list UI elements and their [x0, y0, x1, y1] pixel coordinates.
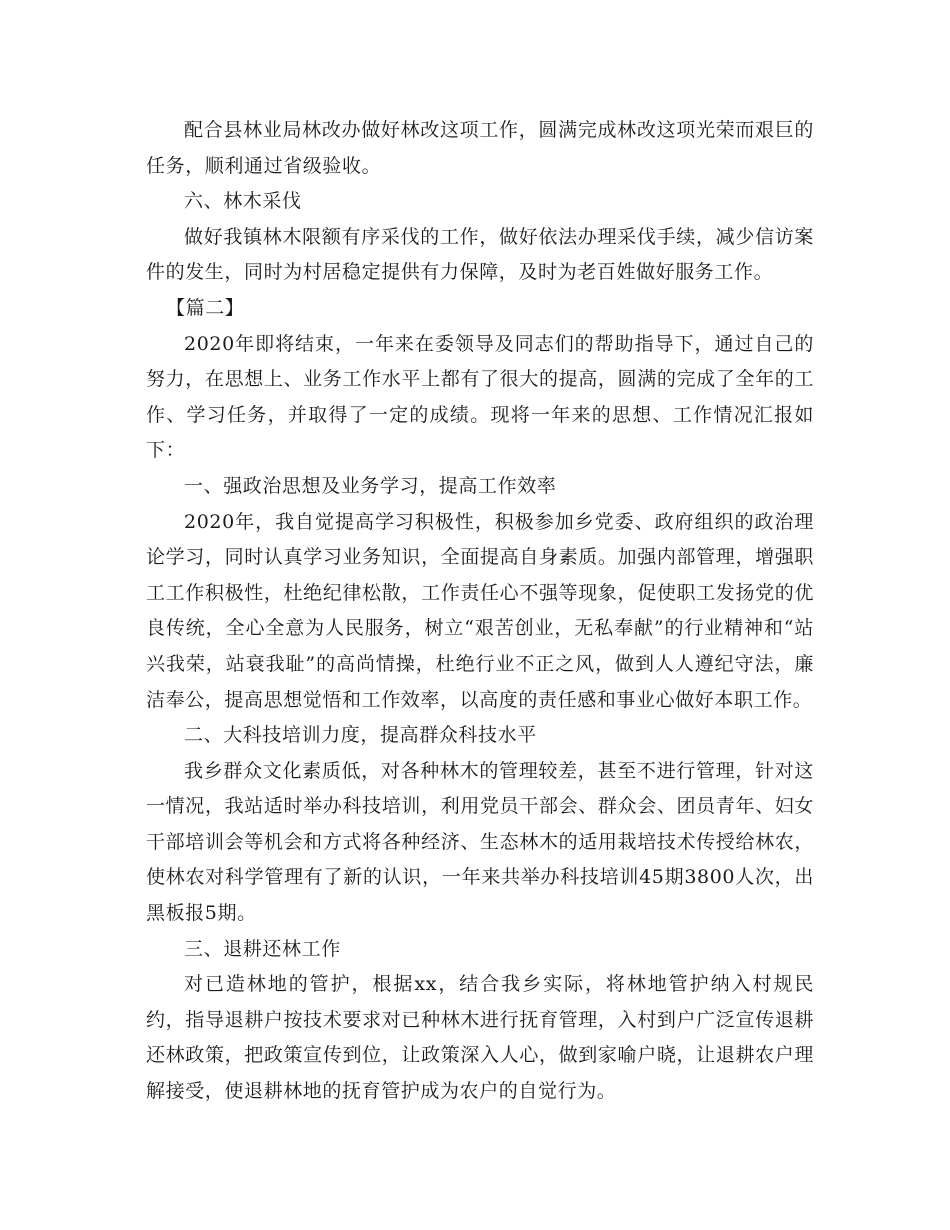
paragraph-year-summary-intro: 2020年即将结束，一年来在委领导及同志们的帮助指导下，通过自己的努力，在思想上、业务工作水平上都有了很大的提高，圆满的完成了全年的工作、学习任务，并取得了一定的成绩。现将一年来的思想、工作情况汇报如下： [146, 332, 814, 462]
document-body [146, 113, 814, 1110]
paragraph-tech-training: 我乡群众文化素质低，对各种林木的管理较差，甚至不进行管理，针对这一情况，我站适时举办科技培训，利用党员干部会、群众会、团员青年、妇女干部培训会等机会和方式将各种经济、生态林木的适用栽培技术传授给林农，使林农对科学管理有了新的认识，一年来共举办科技培训45期3800人次，出黑板报5期。 [146, 759, 814, 925]
section-label-part-two: 【篇二】 [166, 296, 245, 319]
paragraph-returning-farmland: 对已造林地的管护，根据xx，结合我乡实际，将林地管护纳入村规民约，指导退耕户按技术要求对已种林木进行抚育管理，入村到户广泛宣传退耕还林政策，把政策宣传到位，让政策深入人心，做到家喻户晓，让退耕农户理解接受，使退耕林地的抚育管护成为农户的自觉行为。 [146, 973, 814, 1103]
heading-timber-harvesting: 六、林木采伐 [184, 190, 302, 213]
heading-returning-farmland: 三、退耕还林工作 [184, 937, 341, 960]
paragraph-timber-harvesting: 做好我镇林木限额有序采伐的工作，做好依法办理采伐手续，减少信访案件的发生，同时为村居稳定提供有力保障，及时为老百姓做好服务工作。 [146, 225, 814, 284]
paragraph-forest-reform-completion: 配合县林业局林改办做好林改这项工作，圆满完成林改这项光荣而艰巨的任务，顺利通过省级验收。 [146, 119, 814, 177]
heading-political-study: 一、强政治思想及业务学习，提高工作效率 [184, 474, 557, 497]
heading-tech-training: 二、大科技培训力度，提高群众科技水平 [184, 724, 537, 747]
paragraph-political-study: 2020年，我自觉提高学习积极性，积极参加乡党委、政府组织的政治理论学习，同时认真学习业务知识，全面提高自身素质。加强内部管理，增强职工工作积极性，杜绝纪律松散，工作责任心不强等现象，促使职工发扬党的优良传统，全心全意为人民服务，树立“艰苦创业，无私奉献”的行业精神和“站兴我荣，站衰我耻”的高尚情操，杜绝行业不正之风，做到人人遵纪守法，廉洁奉公，提高思想觉悟和工作效率，以高度的责任感和事业心做好本职工作。 [146, 510, 814, 711]
